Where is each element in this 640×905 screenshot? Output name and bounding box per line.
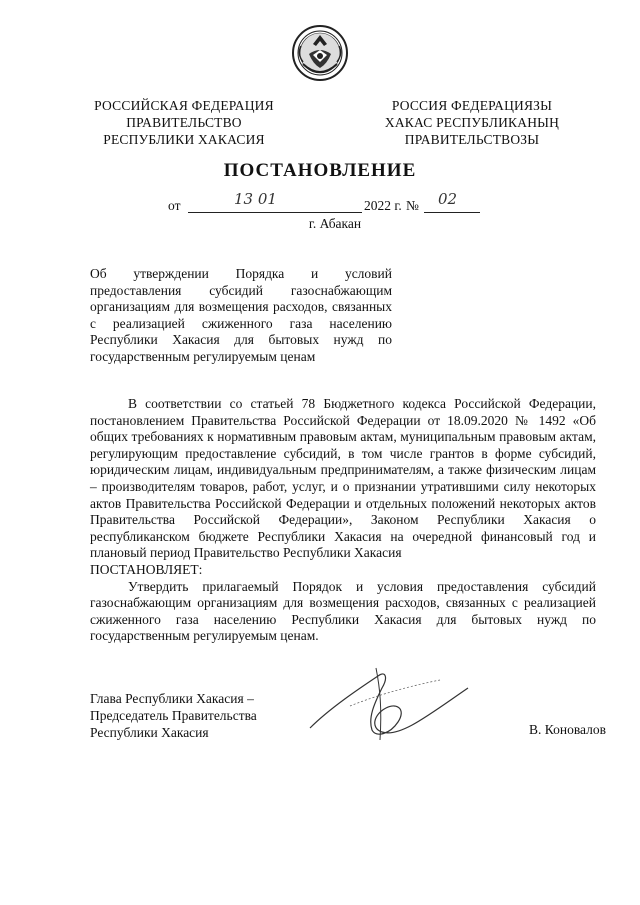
- handwritten-signature: [290, 658, 480, 748]
- signatory-position-line-1: Глава Республики Хакасия –: [90, 691, 254, 706]
- document-subject: Об утверждении Порядка и условий предоставления субсидий газоснабжающим организациям для возмещения расходов, связанных с реализацией сжиженного газа населению Республики Хакасия для бытовых нужд по государственным регулируемым ценам: [90, 266, 392, 364]
- number-sign: №: [406, 198, 419, 213]
- header-right-line-3: ПРАВИТЕЛЬСТВОЗЫ: [404, 132, 540, 147]
- header-left-line-1: РОССИЙСКАЯ ФЕДЕРАЦИЯ: [94, 98, 274, 113]
- signatory-name: В. Коновалов: [529, 722, 606, 737]
- signatory-position-line-3: Республики Хакасия: [90, 725, 209, 740]
- header-right-line-1: РОССИЯ ФЕДЕРАЦИЯЗЫ: [391, 98, 553, 113]
- body-paragraph-1: В соответствии со статьей 78 Бюджетного кодекса Российской Федерации, постановлением Правительства Российской Федерации от 18.09.2020 № 1492 «Об общих требованиях к нормативным правовым актам, муниципальным правовым актам, регулирующим предоставление субсидий, в том числе грантов в форме субсидий, юридическим лицам, индивидуальным предпринимателям, а также физическим лицам – производителям товаров, работ, услуг, и о признании утратившими силу некоторых актов Правительства Российской Федерации и отдельных положений некоторых актов Правительства Российской Федерации», Законом Республики Хакасия о республиканском бюджете Республики Хакасия на очередной финансовый год и плановый период Правительство Республики Хакасия: [90, 396, 596, 561]
- date-year: 2022 г.: [364, 198, 402, 213]
- document-body: [90, 396, 596, 645]
- header-left-line-2: ПРАВИТЕЛЬСТВО: [126, 115, 242, 130]
- signatory-position: [90, 690, 290, 741]
- coat-of-arms-emblem: [291, 24, 349, 82]
- signatory-position-line-2: Председатель Правительства: [90, 708, 257, 723]
- header-left-line-3: РЕСПУБЛИКИ ХАКАСИЯ: [103, 132, 265, 147]
- body-paragraph-2: Утвердить прилагаемый Порядок и условия предоставления субсидий газоснабжающим организациям для возмещения расходов, связанных с реализацией сжиженного газа населению Республики Хакасия для бытовых нужд по государственным регулируемым ценам.: [90, 578, 596, 644]
- header-right-block: [372, 97, 572, 148]
- number-handwritten: 02: [438, 190, 458, 208]
- document-title: ПОСТАНОВЛЕНИЕ: [223, 160, 417, 181]
- header-right-line-2: ХАКАС РЕСПУБЛИКАНЫҢ: [384, 115, 560, 130]
- city-label: г. Абакан: [308, 216, 362, 231]
- date-line: [168, 190, 488, 216]
- date-handwritten: 13 01: [234, 190, 277, 208]
- header-left-block: [84, 97, 284, 148]
- decree-word: ПОСТАНОВЛЯЕТ:: [90, 561, 203, 577]
- date-prefix: от: [168, 198, 181, 213]
